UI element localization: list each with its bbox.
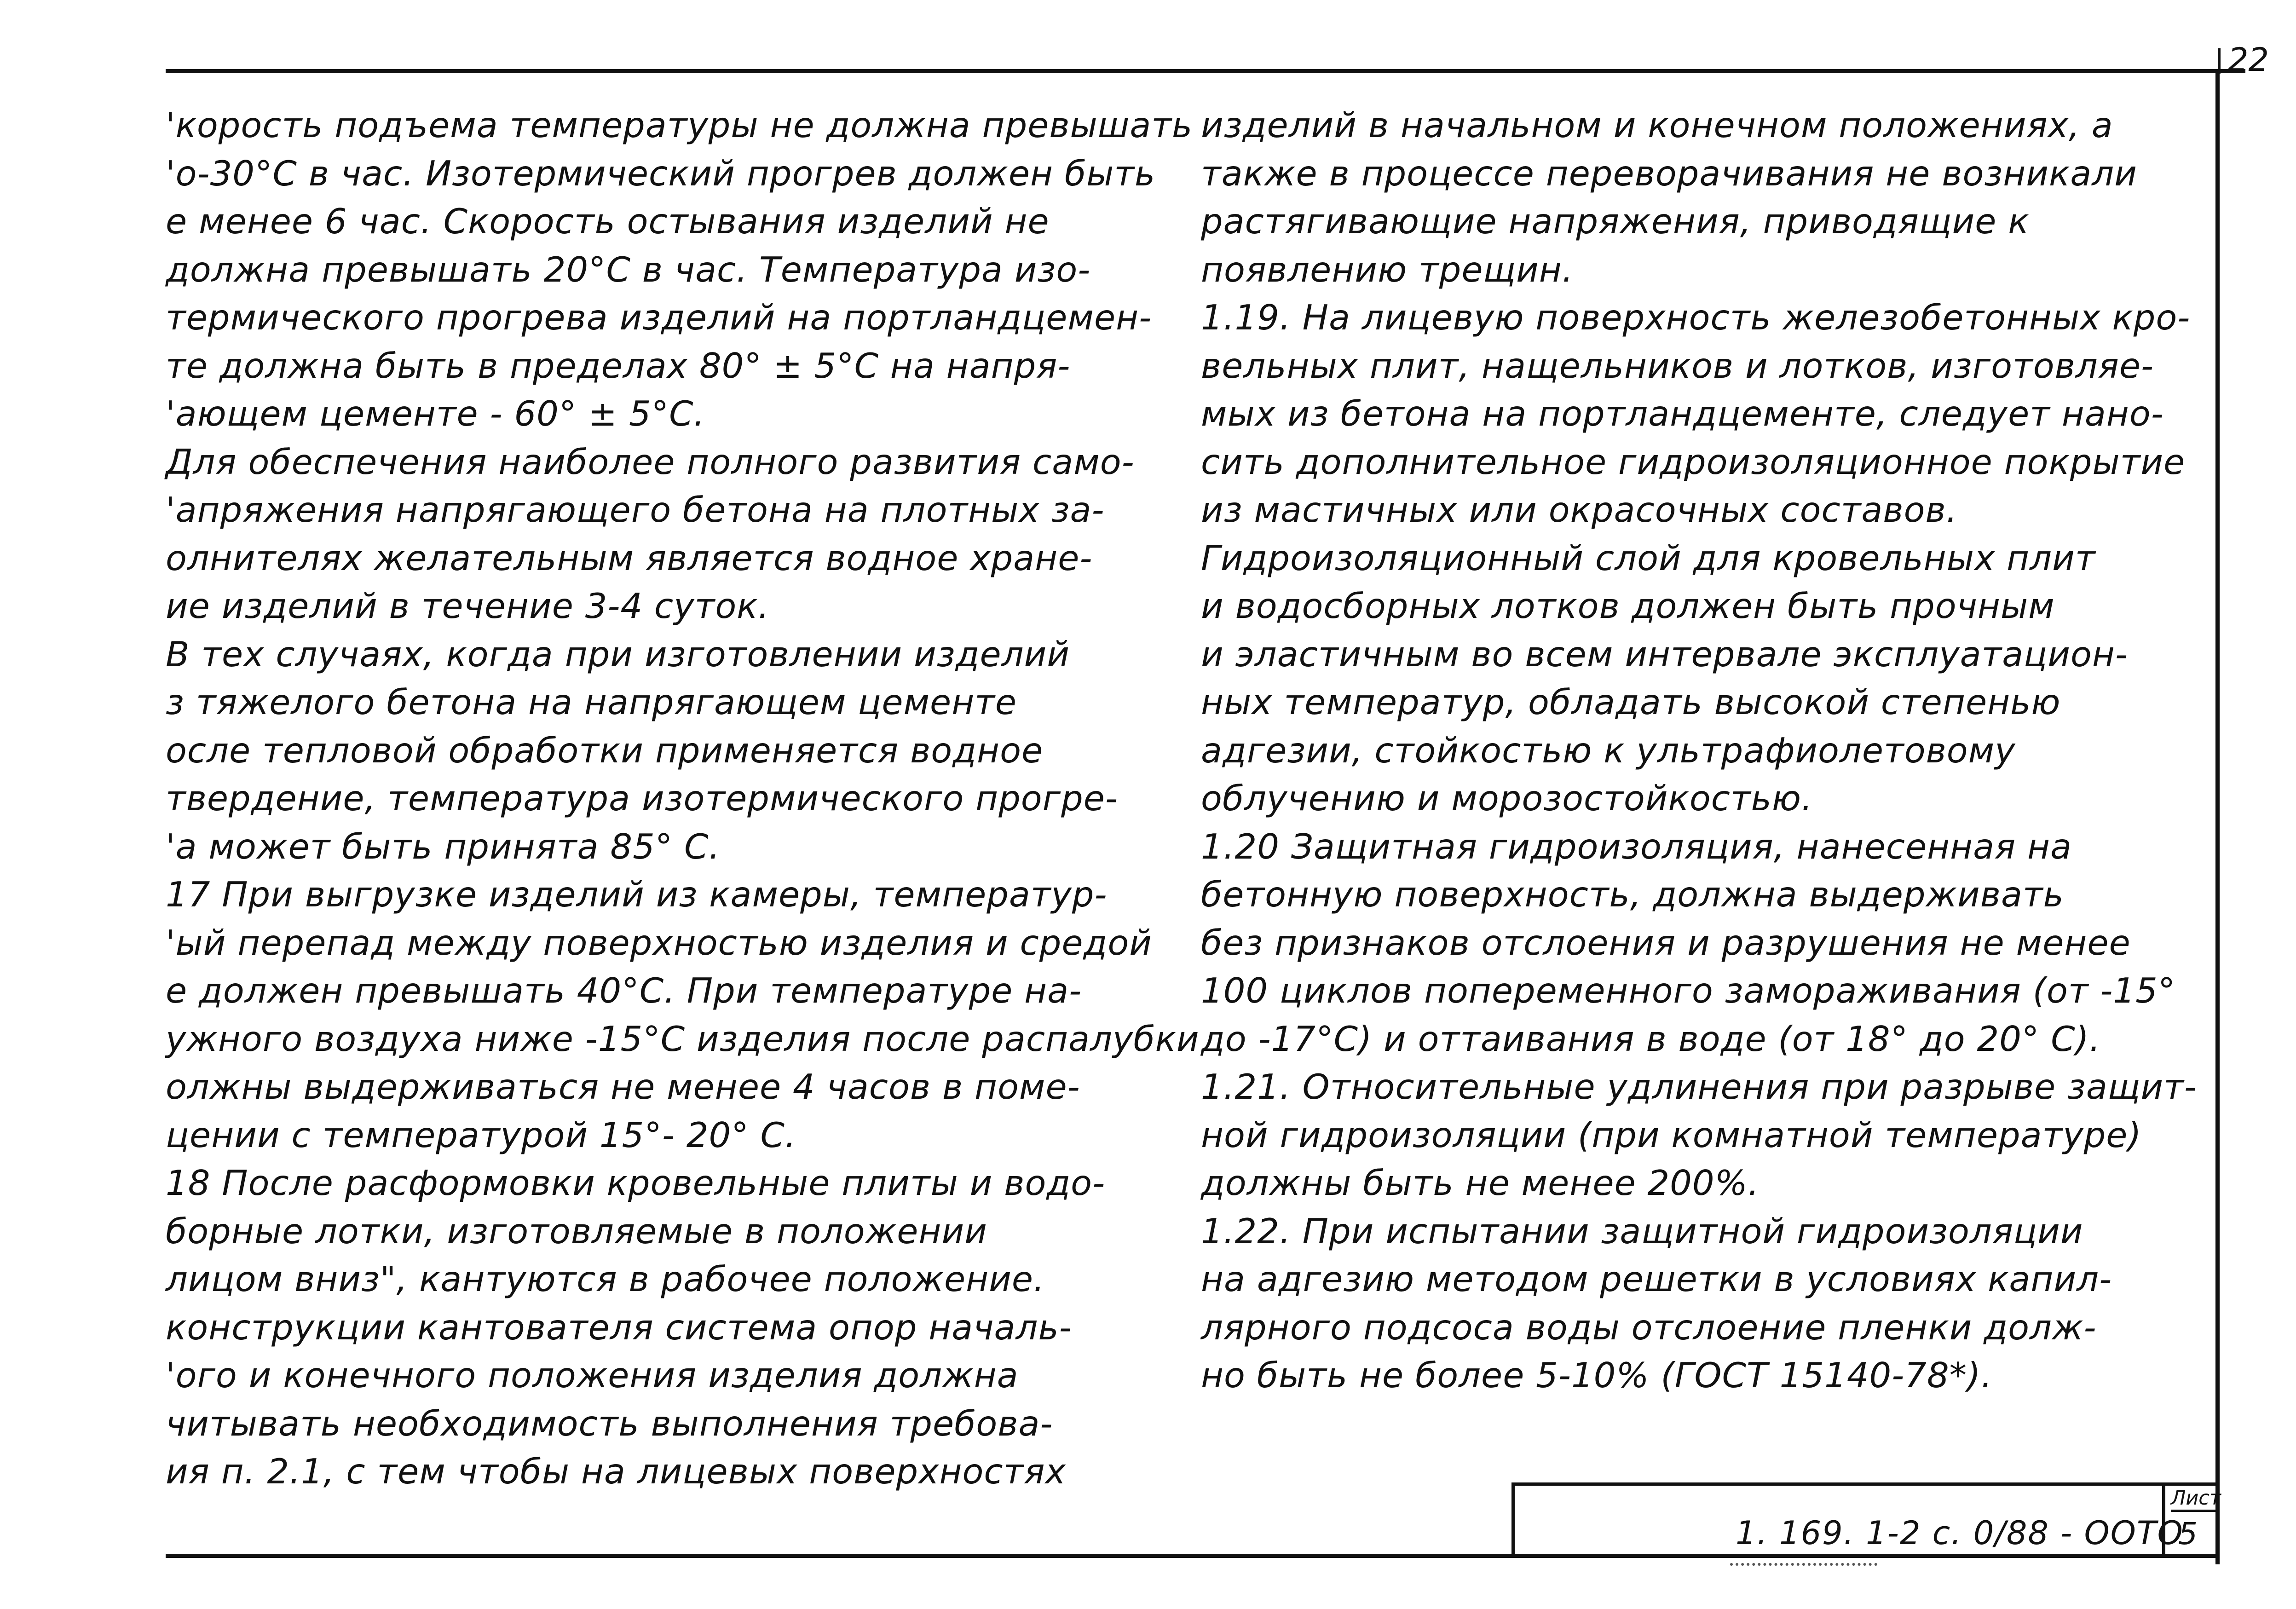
- text-line: 'а может быть принята 85° С.: [166, 826, 721, 867]
- text-line: появлению трещин.: [1201, 249, 1574, 290]
- title-block: [1511, 1482, 2220, 1558]
- sheet-number-cell: [2162, 1486, 2220, 1558]
- text-line: ие изделий в течение 3-4 суток.: [166, 586, 770, 626]
- text-line: борные лотки, изготовляемые в положении: [166, 1211, 987, 1251]
- text-line: до -17°С) и оттаивания в воде (от 18° до 20° С).: [1201, 1018, 2101, 1059]
- right-frame-line: [2215, 69, 2220, 1564]
- text-line: и эластичным во всем интервале эксплуатацион-: [1201, 634, 2128, 675]
- text-line: 'корость подъема температуры не должна превышать: [166, 105, 1193, 145]
- text-line: облучению и морозостойкостью.: [1201, 778, 1813, 819]
- text-line: должны быть не менее 200%.: [1201, 1163, 1759, 1203]
- text-line: должна превышать 20°С в час. Температура изо-: [166, 249, 1091, 290]
- text-line: растягивающие напряжения, приводящие к: [1201, 201, 2030, 242]
- text-line: 1.20 Защитная гидроизоляция, нанесенная на: [1201, 826, 2072, 867]
- text-line: осле тепловой обработки применяется водное: [166, 730, 1044, 771]
- text-line: 100 циклов попеременного замораживания (от -15°: [1201, 970, 2176, 1011]
- text-line: 'апряжения напрягающего бетона на плотных за-: [166, 490, 1105, 530]
- text-line: 'о-30°С в час. Изотермический прогрев должен быть: [166, 153, 1156, 194]
- text-line: изделий в начальном и конечном положениях, а: [1201, 105, 2113, 145]
- text-line: лярного подсоса воды отслоение пленки долж-: [1201, 1307, 2097, 1348]
- text-line: сить дополнительное гидроизоляционное покрытие: [1201, 441, 2186, 482]
- text-line: цении с температурой 15°- 20° С.: [166, 1114, 796, 1155]
- scan-artifact-line: [1730, 1563, 1877, 1574]
- right-text-column: [1201, 101, 2213, 1400]
- text-line: на адгезию методом решетки в условиях капил-: [1201, 1259, 2112, 1299]
- text-line: е должен превышать 40°С. При температуре на-: [166, 970, 1082, 1011]
- text-line: 'ающем цементе - 60° ± 5°С.: [166, 393, 705, 434]
- text-line: твердение, температура изотермического прогре-: [166, 778, 1118, 819]
- text-line: Гидроизоляционный слой для кровельных плит: [1201, 537, 2096, 578]
- text-line: олжны выдерживаться не менее 4 часов в поме-: [166, 1067, 1080, 1107]
- sheet-label: Лист: [2171, 1487, 2217, 1512]
- text-line: адгезии, стойкостью к ультрафиолетовому: [1201, 730, 2016, 771]
- text-line: 'ый перепад между поверхностью изделия и средой: [166, 922, 1152, 963]
- text-line: 18 После расформовки кровельные плиты и водо-: [166, 1163, 1106, 1203]
- text-line: Для обеспечения наиболее полного развития само-: [166, 441, 1135, 482]
- sheet-number: 5: [2178, 1516, 2198, 1551]
- text-line: е менее 6 час. Скорость остывания изделий не: [166, 201, 1050, 242]
- text-line: В тех случаях, когда при изготовлении изделий: [166, 634, 1070, 675]
- text-line: термического прогрева изделий на портландцемен-: [166, 297, 1152, 338]
- text-line: ужного воздуха ниже -15°С изделия после распалубки: [166, 1018, 1200, 1059]
- text-line: вельных плит, нащельников и лотков, изготовляе-: [1201, 345, 2154, 386]
- text-line: 1.22. При испытании защитной гидроизоляции: [1201, 1211, 2083, 1251]
- text-line: также в процессе переворачивания не возникали: [1201, 153, 2137, 194]
- page-number: 22: [2228, 41, 2269, 79]
- text-line: олнителях желательным является водное хране-: [166, 537, 1093, 578]
- text-line: и водосборных лотков должен быть прочным: [1201, 586, 2055, 626]
- text-line: 17 При выгрузке изделий из камеры, температур-: [166, 874, 1108, 915]
- text-line: з тяжелого бетона на напрягающем цементе: [166, 682, 1017, 722]
- text-line: бетонную поверхность, должна выдерживать: [1201, 874, 2064, 915]
- left-text-column: [166, 101, 1233, 1496]
- text-line: 1.21. Относительные удлинения при разрыве защит-: [1201, 1067, 2197, 1107]
- text-line: ных температур, обладать высокой степенью: [1201, 682, 2061, 722]
- text-line: лицом вниз", кантуются в рабочее положение.: [166, 1259, 1045, 1299]
- text-line: ной гидроизоляции (при комнатной температуре): [1201, 1114, 2142, 1155]
- text-line: ия п. 2.1, с тем чтобы на лицевых поверхностях: [166, 1451, 1066, 1492]
- text-line: мых из бетона на портландцементе, следует нано-: [1201, 393, 2164, 434]
- text-line: 'ого и конечного положения изделия должна: [166, 1355, 1019, 1396]
- text-line: 1.19. На лицевую поверхность железобетонных кро-: [1201, 297, 2191, 338]
- document-code: 1. 169. 1-2 с. 0/88 - ООТО: [1736, 1514, 2184, 1552]
- text-line: конструкции кантователя система опор началь-: [166, 1307, 1072, 1348]
- text-line: читывать необходимость выполнения требова-: [166, 1403, 1053, 1444]
- top-frame-line: [166, 69, 2245, 73]
- text-line: без признаков отслоения и разрушения не менее: [1201, 922, 2131, 963]
- text-line: те должна быть в пределах 80° ± 5°С на напря-: [166, 345, 1071, 386]
- text-line: из мастичных или окрасочных составов.: [1201, 490, 1958, 530]
- text-line: но быть не более 5-10% (ГОСТ 15140-78*).: [1201, 1355, 1993, 1396]
